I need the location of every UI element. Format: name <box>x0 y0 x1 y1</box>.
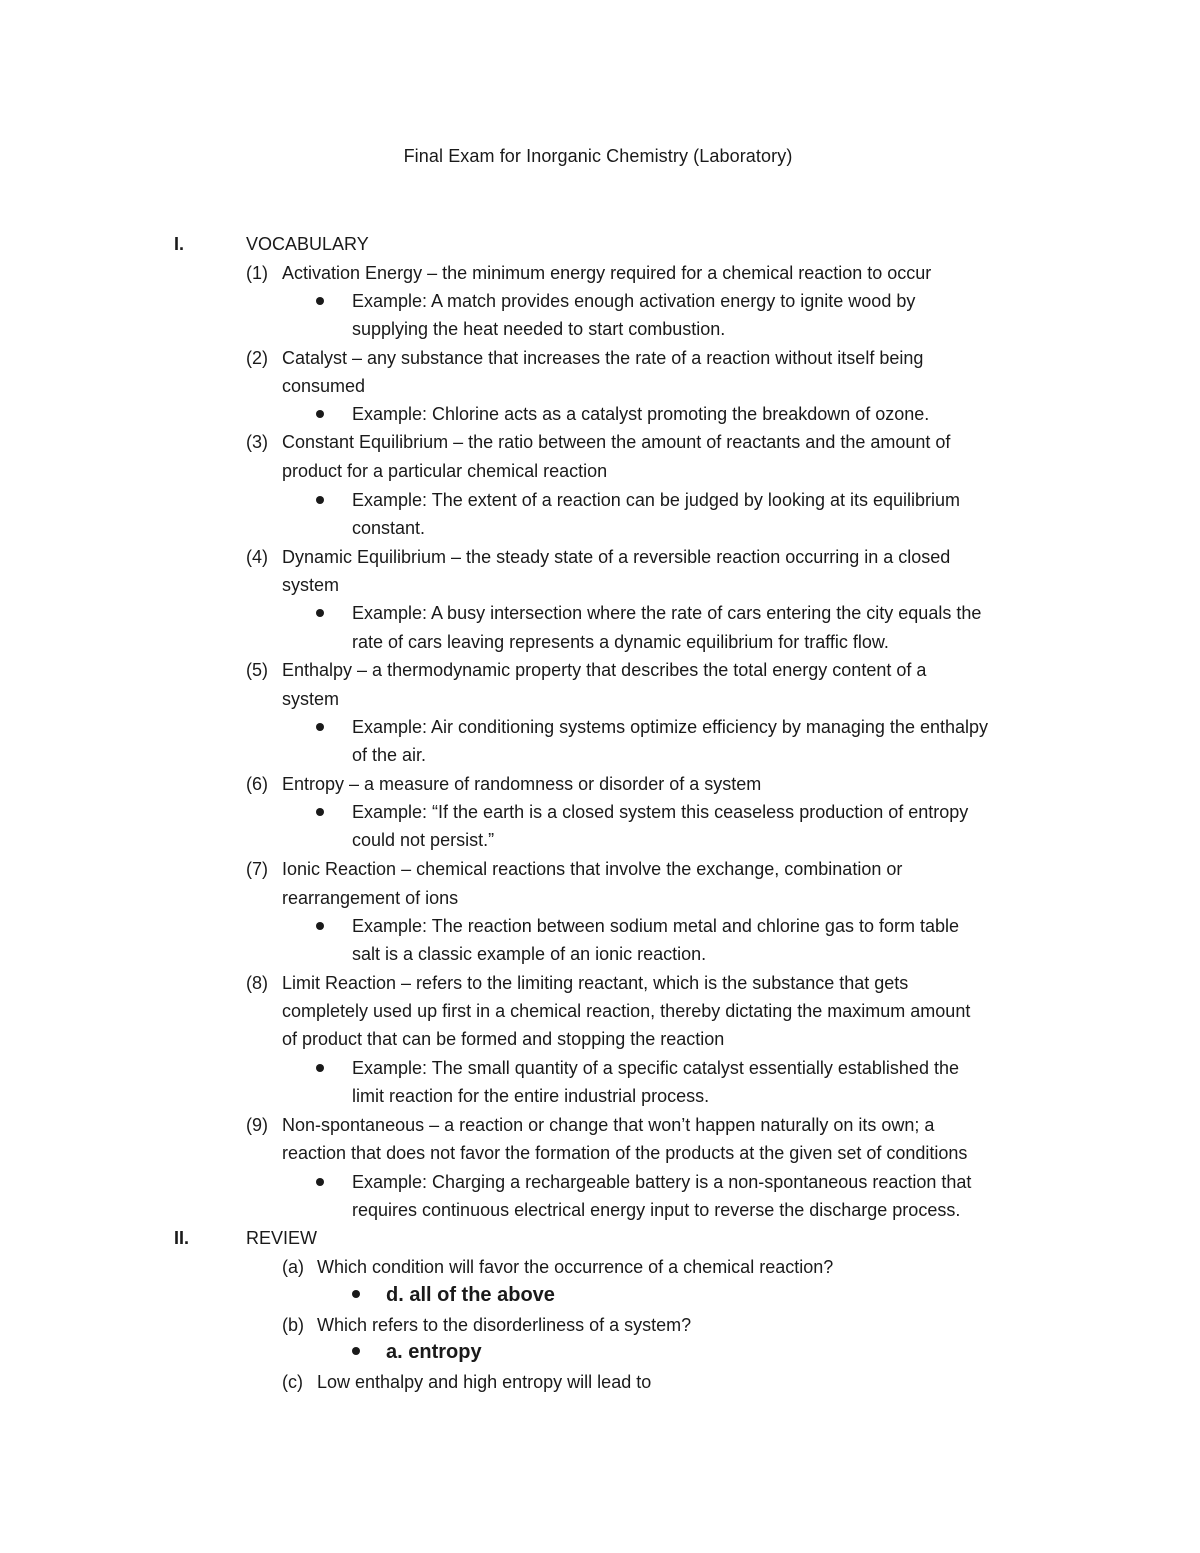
vocab-definition: rearrangement of ions <box>282 888 459 908</box>
bullet-icon <box>316 1178 324 1186</box>
review-question: Which refers to the disorderliness of a system? <box>317 1315 692 1335</box>
vocab-definition: reaction that does not favor the formation of the products at the given set of conditions <box>282 1143 968 1163</box>
vocab-example: Example: Chlorine acts as a catalyst promoting the breakdown of ozone. <box>352 404 930 424</box>
vocab-example: Example: A busy intersection where the rate of cars entering the city equals the <box>352 603 982 623</box>
section-heading-vocabulary: VOCABULARY <box>246 234 369 254</box>
bullet-icon <box>352 1347 360 1355</box>
vocab-number: (1) <box>246 263 268 283</box>
vocab-number: (7) <box>246 859 268 879</box>
vocab-number: (5) <box>246 660 268 680</box>
bullet-icon <box>316 410 324 418</box>
review-letter: (b) <box>282 1315 304 1335</box>
vocab-example: Example: “If the earth is a closed system this ceaseless production of entropy <box>352 802 969 822</box>
vocab-example: Example: Air conditioning systems optimize efficiency by managing the enthalpy <box>352 717 989 737</box>
section-numeral-review: II. <box>174 1228 190 1248</box>
bullet-icon <box>352 1290 360 1298</box>
vocab-example: supplying the heat needed to start combustion. <box>352 319 726 339</box>
vocab-example: constant. <box>352 518 426 538</box>
page-title: Final Exam for Inorganic Chemistry (Laboratory) <box>403 146 793 166</box>
vocab-example: requires continuous electrical energy input to reverse the discharge process. <box>352 1200 961 1220</box>
vocab-example: of the air. <box>352 745 427 765</box>
vocab-definition: Activation Energy – the minimum energy required for a chemical reaction to occur <box>282 263 932 283</box>
vocab-definition: Constant Equilibrium – the ratio between the amount of reactants and the amount of <box>282 432 951 452</box>
vocab-definition: completely used up first in a chemical reaction, thereby dictating the maximum amount <box>282 1001 971 1021</box>
section-heading-review: REVIEW <box>246 1228 318 1248</box>
vocab-example: salt is a classic example of an ionic reaction. <box>352 944 707 964</box>
vocab-definition: Limit Reaction – refers to the limiting reactant, which is the substance that gets <box>282 973 909 993</box>
vocab-definition: Catalyst – any substance that increases the rate of a reaction without itself being <box>282 348 924 368</box>
bullet-icon <box>316 297 324 305</box>
review-question: Which condition will favor the occurrence of a chemical reaction? <box>317 1257 834 1277</box>
vocab-example: Example: Charging a rechargeable battery is a non-spontaneous reaction that <box>352 1172 972 1192</box>
review-letter: (c) <box>282 1372 303 1392</box>
review-letter: (a) <box>282 1257 304 1277</box>
vocab-definition: Entropy – a measure of randomness or disorder of a system <box>282 774 762 794</box>
bullet-icon <box>316 609 324 617</box>
vocab-definition: Ionic Reaction – chemical reactions that involve the exchange, combination or <box>282 859 903 879</box>
vocab-number: (6) <box>246 774 268 794</box>
vocab-example: Example: The small quantity of a specific catalyst essentially established the <box>352 1058 959 1078</box>
vocab-example: Example: A match provides enough activation energy to ignite wood by <box>352 291 916 311</box>
vocab-number: (8) <box>246 973 268 993</box>
bullet-icon <box>316 808 324 816</box>
vocab-definition: product for a particular chemical reaction <box>282 461 608 481</box>
vocab-number: (4) <box>246 547 268 567</box>
review-answer: d. all of the above <box>386 1284 555 1306</box>
vocab-number: (2) <box>246 348 268 368</box>
review-question: Low enthalpy and high entropy will lead to <box>317 1372 652 1392</box>
vocab-definition: Non-spontaneous – a reaction or change that won’t happen naturally on its own; a <box>282 1115 935 1135</box>
vocab-example: Example: The reaction between sodium metal and chlorine gas to form table <box>352 916 959 936</box>
bullet-icon <box>316 496 324 504</box>
bullet-icon <box>316 723 324 731</box>
vocab-definition: system <box>282 575 340 595</box>
vocab-definition: system <box>282 689 340 709</box>
vocab-definition: of product that can be formed and stopping the reaction <box>282 1029 725 1049</box>
vocab-example: Example: The extent of a reaction can be judged by looking at its equilibrium <box>352 490 961 510</box>
vocab-example: rate of cars leaving represents a dynamic equilibrium for traffic flow. <box>352 632 889 652</box>
vocab-definition: Enthalpy – a thermodynamic property that describes the total energy content of a <box>282 660 927 680</box>
vocab-example: could not persist.” <box>352 830 495 850</box>
vocab-definition: Dynamic Equilibrium – the steady state of a reversible reaction occurring in a closed <box>282 547 951 567</box>
vocab-example: limit reaction for the entire industrial process. <box>352 1086 710 1106</box>
vocab-number: (9) <box>246 1115 268 1135</box>
bullet-icon <box>316 922 324 930</box>
vocab-number: (3) <box>246 432 268 452</box>
vocab-definition: consumed <box>282 376 366 396</box>
review-answer: a. entropy <box>386 1341 482 1363</box>
bullet-icon <box>316 1064 324 1072</box>
section-numeral-vocabulary: I. <box>174 234 185 254</box>
